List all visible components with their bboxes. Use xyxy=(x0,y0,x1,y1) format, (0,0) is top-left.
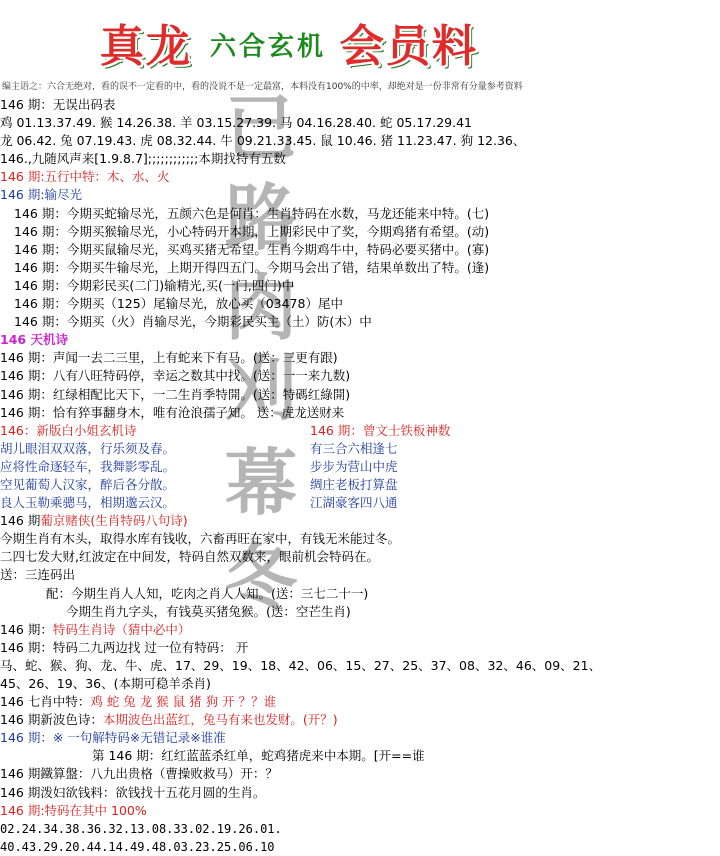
column-left: 146：新版白小姐玄机诗 xyxy=(0,422,137,438)
content-line: 146 期：今期买猴输尽光，小心特码开本期，上期彩民中了奖，今期鸡猪有希望。(动) xyxy=(14,223,490,239)
column-right: 绸庄老板打算盘 xyxy=(310,476,398,492)
content-line: 146 期：八有八旺特码停，幸运之数其中找。(送：一一来九数) xyxy=(0,368,351,384)
content-line xyxy=(0,711,720,729)
content-line: 146 期泼妇欲钱料：欲钱找十五花月圆的生肖。 xyxy=(0,784,266,800)
content-line: 配：今期生肖人人知，吃肉之肖人人知。(送：三七二十一) xyxy=(46,585,369,601)
content-line: 02.24.34.38.36.32.13.08.33.02.19.26.01. xyxy=(0,821,282,836)
line-prefix: 146 七肖中特： xyxy=(0,694,91,710)
content-line: 送：三连码出 xyxy=(0,567,76,583)
content-line: 146 期：声闻一去二三里，上有蛇来下有马。(送：三更有跟) xyxy=(0,350,338,366)
content-line: 146 期：今期买（火）肖输尽光，今期彩民买主（土）防(木）中 xyxy=(14,314,372,330)
line-prefix: 146 期： xyxy=(0,621,53,637)
content-line: 146 期：今期买（125）尾输尽光，放心买（03478）尾中 xyxy=(14,296,343,312)
content-line xyxy=(0,476,720,494)
content-line: 鸡 01.13.37.49. 猴 14.26.38. 羊 03.15.27.39. 马 04.16.28.40. 蛇 05.17.29.41 xyxy=(0,115,472,131)
content-line: 146 期：今期买牛输尽光，上期开得四五门。今期马会出了错，结果单数出了特。(逢) xyxy=(14,259,490,275)
column-right: 江湖豪客四八通 xyxy=(310,495,398,511)
watermark-glyph: 已 xyxy=(225,85,298,170)
content-line xyxy=(0,621,720,639)
content-line xyxy=(0,440,720,458)
watermark-glyph: 刈 xyxy=(225,345,298,430)
watermark-glyph: 幕 xyxy=(225,440,298,525)
line-highlight: 鸡 蛇 兔 龙 猴 鼠 猪 狗 开 ？？谁 xyxy=(90,694,277,710)
content-line: 二四七发大财,红波定在中间发，特码自然双数来，眼前机会特码在。 xyxy=(0,549,379,565)
watermark-glyph: 路 xyxy=(225,175,298,260)
line-highlight: 特码生肖诗（猜中必中） xyxy=(52,621,191,637)
content-lines xyxy=(0,96,720,856)
content-line: 第 146 期：红红蓝蓝杀红单，蛇鸡猪虎来中本期。[开==谁 xyxy=(92,748,425,764)
content-line xyxy=(0,693,720,711)
watermark-glyph: 肉 xyxy=(225,265,298,350)
column-left: 空见葡萄人汉家，醉后各分散。 xyxy=(0,476,176,492)
content-line: 146 期:输尽光 xyxy=(0,187,83,203)
content-line: 146.,九随风声来[1.9.8.7];;;;;;;;;;;;本期找特有五数 xyxy=(0,151,286,167)
content-line: 今期生肖有木头，取得水库有钱收，六畜再旺在家中，有钱无米能过冬。 xyxy=(0,531,401,547)
banner-title-middle: 六合玄机 xyxy=(210,32,327,62)
content-line: 146 期:五行中特：木、水、火 xyxy=(0,169,170,185)
line-highlight: 葡京赌侠(生肖特码八句诗) xyxy=(40,513,188,529)
content-line: 马、蛇、猴、狗、龙、牛、虎、17、29、19、18、42、06、15、27、25、37、08、32、46、09、21、 xyxy=(0,657,602,673)
content-line: 龙 06.42. 兔 07.19.43. 虎 08.32.44. 牛 09.21.33.45. 鼠 10.46. 猪 11.23.47. 狗 12.36、 xyxy=(0,133,526,149)
column-right: 有三合六相逢七 xyxy=(310,440,398,456)
content-line: 40.43.29.20.44.14.49.48.03.23.25.06.10 xyxy=(0,839,275,854)
content-line xyxy=(0,458,720,476)
content-line: 146 天机诗 xyxy=(0,332,68,348)
content-line: 146 期：※ 一句解特码※无错记录※谁准 xyxy=(0,730,226,746)
content-line xyxy=(0,494,720,512)
column-left: 应将性命逐轻车，我舞影零乱。 xyxy=(0,458,176,474)
column-left: 良人玉勒乘骢马，相期邈云汉。 xyxy=(0,495,176,511)
column-right: 步步为营山中虎 xyxy=(310,458,398,474)
line-prefix: 146 期 xyxy=(0,513,41,529)
content-line: 146 期：红绿相配比天下，一二生肖季特開。(送：特碼红綠開) xyxy=(0,386,351,402)
content-line: 146 期：恰有猝事翻身木，唯有沧浪孺子知。 送：虎龙送财来 xyxy=(0,404,345,420)
content-line: 146 期：今期买鼠输尽光，买鸡买猪无希望。生肖今期鸡牛中，特码必要买猪中。(寡) xyxy=(14,241,490,257)
column-right: 146 期：曾文士铁板神数 xyxy=(310,422,451,438)
content-line: 146 期鐵算盤：八九出贵格（曹操败救马）开：？ xyxy=(0,766,278,782)
column-left: 胡儿眼泪双双落，行乐须及春。 xyxy=(0,440,176,456)
line-prefix: 146 期新波色诗： xyxy=(0,712,103,728)
header-banner xyxy=(0,0,720,76)
content-line: 146 期：无误出码表 xyxy=(0,97,116,112)
content-line: 146 期：今期买蛇输尽光，五颜六色是何肖：生肖特码在水数，马龙还能来中特。(七) xyxy=(14,205,490,221)
disclaimer-text: 编主语之：六合无绝对，看的误不一定看的中，看的没说不是一定最富，本料没有100%的中率，却绝对是一份非常有分量参考资料 xyxy=(2,82,523,92)
line-highlight: 本期波色出蓝红，兔马有来也发财。(开？) xyxy=(102,712,338,728)
watermark-glyph: 冬 xyxy=(225,535,298,620)
content-line: 146 期：特码二九两边找 过一位有特码： 开 xyxy=(0,639,249,655)
content-line xyxy=(0,512,720,530)
banner-title-right: 会员料 xyxy=(340,21,478,72)
content-line xyxy=(0,422,720,440)
content-line: 45、26、19、36、(本期可稳羊杀肖) xyxy=(0,676,211,691)
banner-title-left: 真龙 xyxy=(100,21,192,72)
content-line: 146 期：今期彩民买(二门)输精光,买(一门,四门)中 xyxy=(14,277,295,293)
content-line: 146 期:特码在其中 100% xyxy=(0,802,147,818)
content-line: 今期生肖九字头，有钱莫买猪兔猴。(送：空芒生肖) xyxy=(66,603,351,619)
